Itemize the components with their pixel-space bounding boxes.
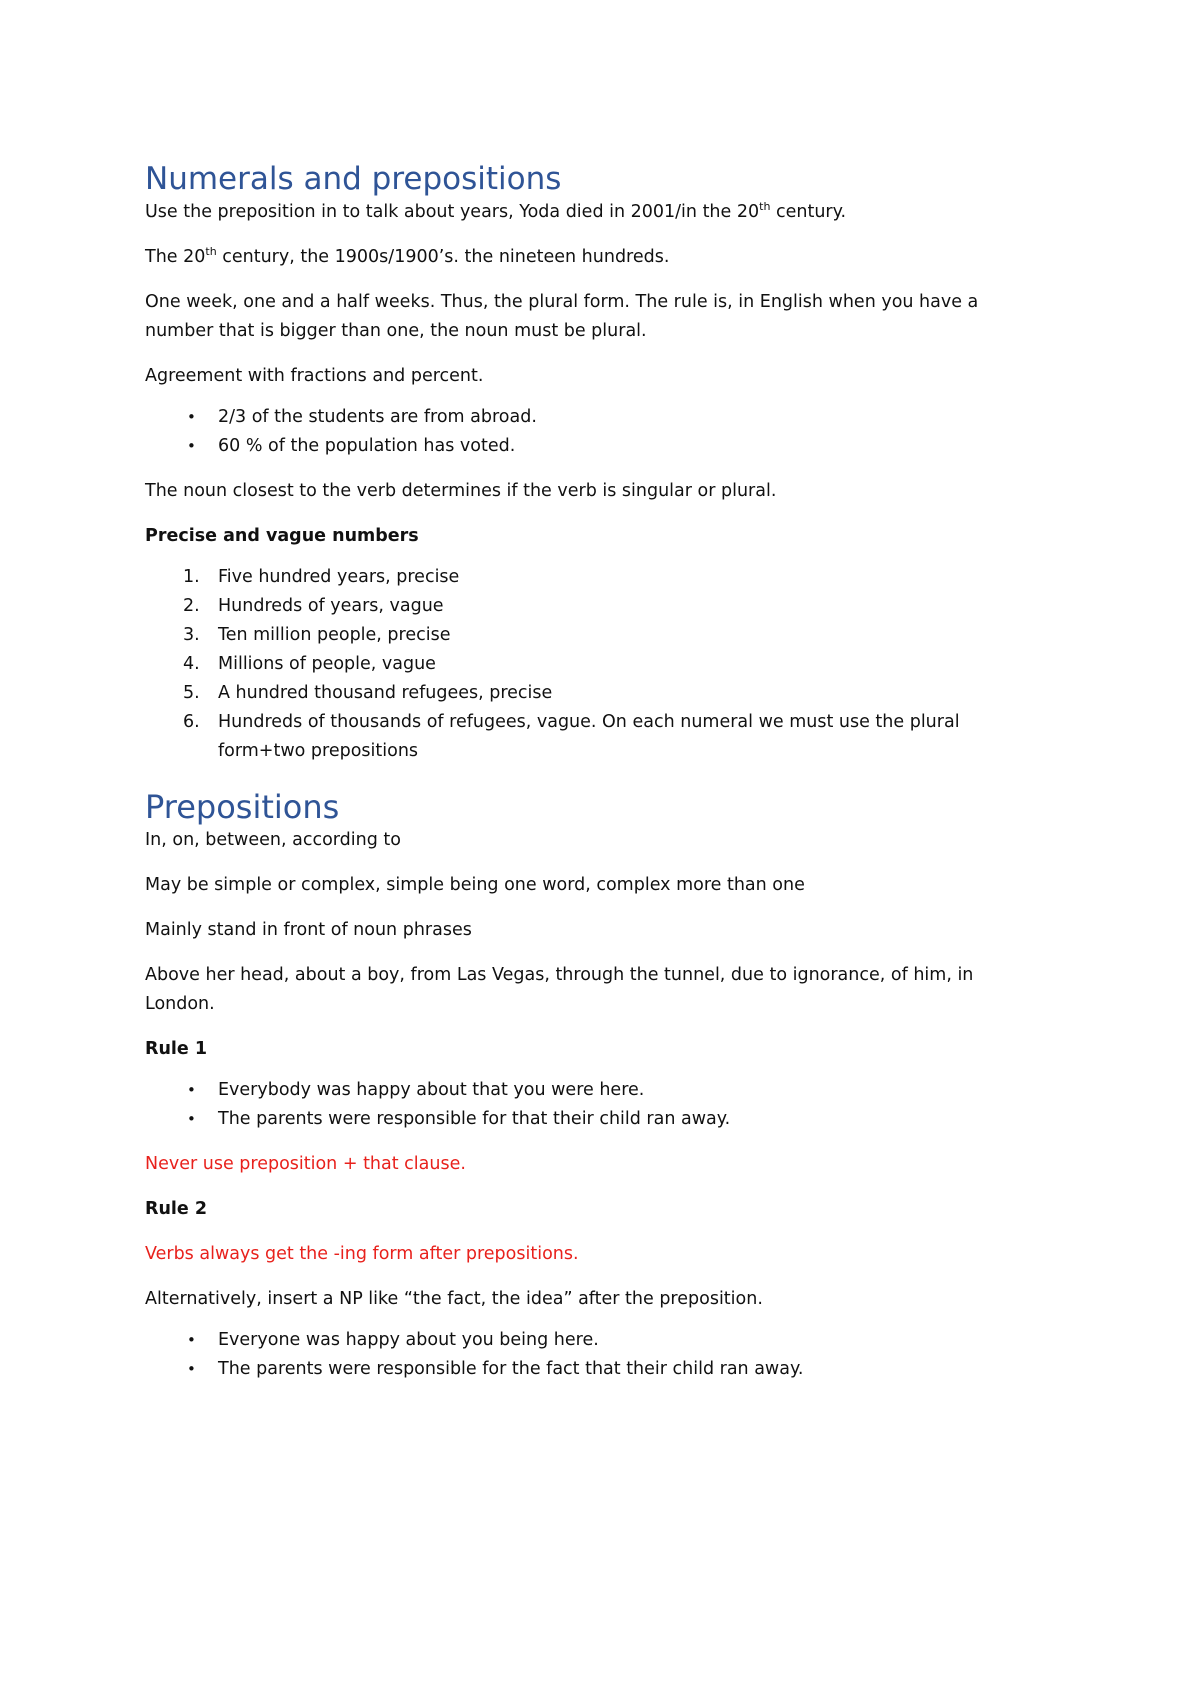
paragraph-noun-phrases: Mainly stand in front of noun phrases: [145, 920, 472, 940]
bullet-icon: •: [187, 1331, 196, 1349]
list-item: • 60 % of the population has voted.: [145, 432, 1005, 461]
paragraph-years: Use the preposition in to talk about years, Yoda died in 2001/in the 20th century.: [145, 200, 847, 222]
paragraph-phrase-examples: Above her head, about a boy, from Las Vegas, through the tunnel, due to ignorance, of him, in London.: [145, 965, 974, 1014]
list-number: 2.: [183, 596, 200, 616]
list-item: 4. Millions of people, vague: [145, 650, 1005, 679]
bullet-list-rule-2: [145, 1326, 1005, 1384]
paragraph-century: The 20th century, the 1900s/1900’s. the nineteen hundreds.: [145, 245, 670, 267]
rule-1-heading: Rule 1: [145, 1039, 208, 1059]
heading-prepositions: Prepositions: [145, 788, 340, 826]
subheading-precise-vague: Precise and vague numbers: [145, 526, 419, 546]
list-item: 3. Ten million people, precise: [145, 621, 1005, 650]
list-number: 5.: [183, 683, 200, 703]
rule-2-note: Verbs always get the -ing form after prepositions.: [145, 1244, 579, 1264]
list-number: 1.: [183, 567, 200, 587]
rule-1-note: Never use preposition + that clause.: [145, 1154, 466, 1174]
list-item: • The parents were responsible for the fact that their child ran away.: [145, 1355, 1005, 1384]
paragraph-noun-closest: The noun closest to the verb determines if the verb is singular or plural.: [145, 481, 777, 501]
document-body: [145, 160, 1005, 1384]
numbered-list-numbers: [145, 563, 1005, 766]
list-number: 4.: [183, 654, 200, 674]
bullet-icon: •: [187, 437, 196, 455]
bullet-list-rule-1: [145, 1076, 1005, 1134]
list-number: 6.: [183, 712, 200, 732]
paragraph-agreement: Agreement with fractions and percent.: [145, 366, 484, 386]
bullet-list-fractions: [145, 403, 1005, 461]
bullet-icon: •: [187, 408, 196, 426]
list-item: • The parents were responsible for that their child ran away.: [145, 1105, 1005, 1134]
list-item: 5. A hundred thousand refugees, precise: [145, 679, 1005, 708]
list-item: • Everyone was happy about you being here.: [145, 1326, 1005, 1355]
list-item: • Everybody was happy about that you were here.: [145, 1076, 1005, 1105]
paragraph-simple-complex: May be simple or complex, simple being one word, complex more than one: [145, 875, 805, 895]
list-item: 1. Five hundred years, precise: [145, 563, 1005, 592]
paragraph-plural-rule: One week, one and a half weeks. Thus, the plural form. The rule is, in English when you have a number that is bigger than one, the noun must be plural.: [145, 292, 979, 341]
list-item: 2. Hundreds of years, vague: [145, 592, 1005, 621]
paragraph-examples: In, on, between, according to: [145, 830, 401, 850]
list-item: • 2/3 of the students are from abroad.: [145, 403, 1005, 432]
rule-2-heading: Rule 2: [145, 1199, 208, 1219]
list-number: 3.: [183, 625, 200, 645]
list-item: 6. Hundreds of thousands of refugees, vague. On each numeral we must use the plural form+two prepositions: [145, 708, 988, 766]
bullet-icon: •: [187, 1110, 196, 1128]
bullet-icon: •: [187, 1360, 196, 1378]
bullet-icon: •: [187, 1081, 196, 1099]
paragraph-alternatively: Alternatively, insert a NP like “the fact, the idea” after the preposition.: [145, 1289, 763, 1309]
heading-numerals-and-prepositions: Numerals and prepositions: [145, 161, 562, 197]
